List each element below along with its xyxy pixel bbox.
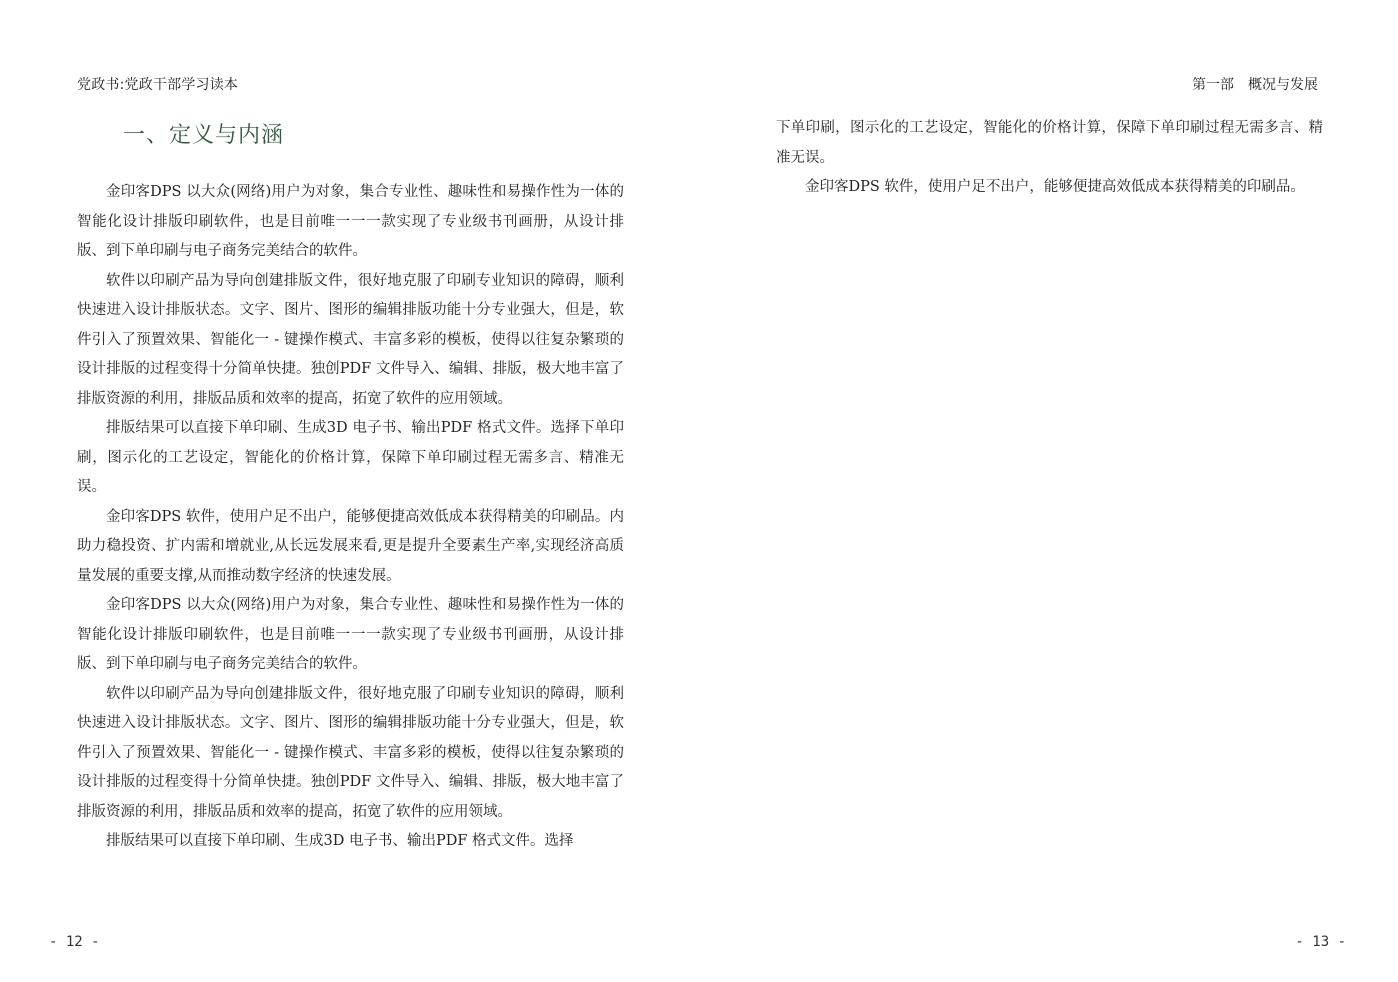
- body-paragraph: 金印客DPS 软件，使用户足不出户，能够便捷高效低成本获得精美的印刷品。内助力稳投资、扩内需和增就业,从长远发展来看,更是提升全要素生产率,实现经济高质量发展的重要支撑,从而推动数字经济的快速发展。: [77, 508, 624, 584]
- running-header-right: [1192, 74, 1318, 94]
- page-number-right: - 13 -: [1295, 934, 1346, 950]
- right-page-body: [776, 114, 1323, 203]
- body-paragraph: 排版结果可以直接下单印刷、生成3D 电子书、输出PDF 格式文件。选择下单印刷，图示化的工艺设定，智能化的价格计算，保障下单印刷过程无需多言、精准无误。: [77, 420, 624, 495]
- running-header-part: 第一部: [1192, 77, 1234, 93]
- body-paragraph: 金印客DPS 以大众(网络)用户为对象，集合专业性、趣味性和易操作性为一体的智能化设计排版印刷软件，也是目前唯一一一款实现了专业级书刊画册，从设计排版、到下单印刷与电子商务完美结合的软件。: [77, 184, 624, 259]
- body-paragraph: 金印客DPS 以大众(网络)用户为对象，集合专业性、趣味性和易操作性为一体的智能化设计排版印刷软件，也是目前唯一一一款实现了专业级书刊画册，从设计排版、到下单印刷与电子商务完美结合的软件。: [77, 597, 624, 672]
- body-paragraph: 软件以印刷产品为导向创建排版文件，很好地克服了印刷专业知识的障碍，顺利快速进入设计排版状态。文字、图片、图形的编辑排版功能十分专业强大，但是，软件引入了预置效果、智能化一 - 键操作模式、丰富多彩的模板，使得以往复杂繁琐的设计排版的过程变得十分简单快捷。独创PDF 文件导入、编辑、排版，极大地丰富了排版资源的利用，排版品质和效率的提高，拓宽了软件的应用领域。: [77, 272, 624, 407]
- running-header-left: 党政书:党政干部学习读本: [77, 77, 239, 93]
- body-paragraph: 排版结果可以直接下单印刷、生成3D 电子书、输出PDF 格式文件。选择: [106, 833, 574, 849]
- page-number-left: - 12 -: [49, 934, 100, 950]
- section-title: 一、定义与内涵: [123, 123, 285, 148]
- body-paragraph: 软件以印刷产品为导向创建排版文件，很好地克服了印刷专业知识的障碍，顺利快速进入设计排版状态。文字、图片、图形的编辑排版功能十分专业强大，但是，软件引入了预置效果、智能化一 - 键操作模式、丰富多彩的模板，使得以往复杂繁琐的设计排版的过程变得十分简单快捷。独创PDF 文件导入、编辑、排版，极大地丰富了排版资源的利用，排版品质和效率的提高，拓宽了软件的应用领域。: [77, 685, 624, 820]
- body-paragraph: 金印客DPS 软件，使用户足不出户，能够便捷高效低成本获得精美的印刷品。: [805, 179, 1305, 195]
- running-header-chapter-title: 概况与发展: [1248, 77, 1318, 93]
- left-page-body: [77, 178, 624, 857]
- continued-paragraph: 下单印刷，图示化的工艺设定，智能化的价格计算，保障下单印刷过程无需多言、精准无误。: [776, 120, 1323, 166]
